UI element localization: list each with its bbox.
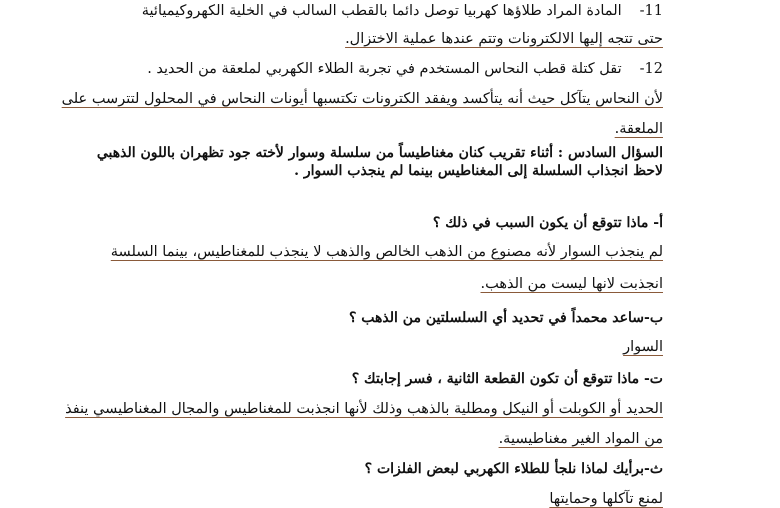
part-a-question: أ- ماذا تتوقع أن يكون السبب في ذلك ؟ (432, 215, 663, 231)
part-th-question: ث-برأيك لماذا نلجأ للطلاء الكهربي لبعض الفلزات ؟ (364, 461, 663, 477)
part-a-answer-line1: لم ينجذب السوار لأنه مصنوع من الذهب الخالص والذهب لا ينجذب للمغناطيس، بينما السلسة (110, 244, 663, 260)
part-a-answer-line2: انجذبت لانها ليست من الذهب. (480, 276, 663, 292)
item-11-number: 11- (639, 3, 663, 19)
part-b-question: ب-ساعد محمداً في تحديد أي السلسلتين من الذهب ؟ (348, 310, 663, 326)
part-t-answer-line2: من المواد الغير مغناطيسية. (498, 431, 663, 447)
item-11-text: المادة المراد طلاؤها كهربيا توصل دائما بالقطب السالب في الخلية الكهروكيميائية (141, 3, 622, 19)
item-12-answer-line1: لأن النحاس يتآكل حيث أنه يتأكسد ويفقد الكترونات تكتسبها أيونات النحاس في المحلول لتترسب على (61, 91, 663, 107)
part-th-answer: لمنع تآكلها وحمايتها (549, 491, 663, 507)
item-12 (147, 60, 663, 78)
item-12-answer-line2: الملعقة. (614, 121, 663, 137)
item-12-text: تقل كتلة قطب النحاس المستخدم في تجربة الطلاء الكهربي لملعقة من الحديد . (147, 61, 622, 77)
question-6-heading-cont: لاحظ انجذاب السلسلة إلى المغناطيس بينما لم ينجذب السوار . (294, 163, 663, 179)
item-11 (142, 2, 663, 20)
item-12-number: 12- (639, 61, 663, 77)
question-6-heading: السؤال السادس : أثناء تقريب كنان مغناطيساً من سلسلة وسوار لأخته جود تظهران باللون الذهبي (96, 145, 663, 161)
part-t-answer-line1: الحديد أو الكوبلت أو النيكل ومطلية بالذهب وذلك لأنها انجذبت للمغناطيس والمجال المغناطيسي ينفذ (65, 401, 663, 417)
part-t-question: ت- ماذا تتوقع أن تكون القطعة الثانية ، فسر إجابتك ؟ (351, 371, 663, 387)
item-11-answer: حتى تتجه إليها الالكترونات وتتم عندها عملية الاختزال. (345, 31, 663, 47)
part-b-answer: السوار (623, 339, 663, 355)
